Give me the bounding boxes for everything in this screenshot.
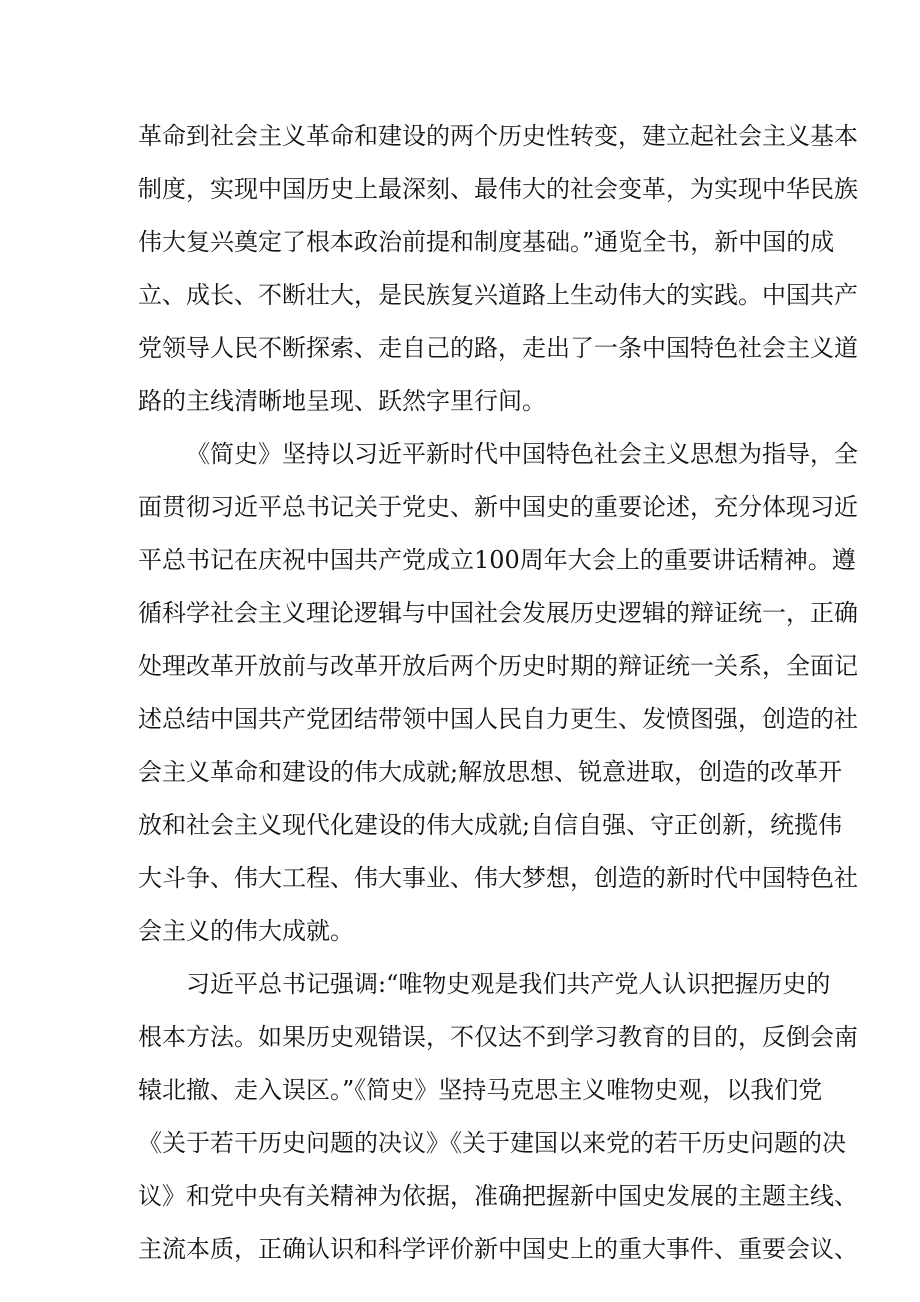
text-line: 伟大复兴奠定了根本政治前提和制度基础。”通览全书，新中国的成 bbox=[138, 228, 835, 256]
text-line: 辕北撤、走入误区。”《简史》坚持马克思主义唯物史观，以我们党 bbox=[138, 1076, 823, 1104]
text-line: 会主义的伟大成就。 bbox=[138, 917, 354, 945]
text-line: 立、成长、不断壮大，是民族复兴道路上生动伟大的实践。中国共产 bbox=[138, 281, 858, 309]
text-line: 习近平总书记强调:“唯物史观是我们共产党人认识把握历史的 bbox=[186, 970, 831, 998]
text-line: 循科学社会主义理论逻辑与中国社会发展历史逻辑的辩证统一，正确 bbox=[138, 599, 858, 627]
text-line: 处理改革开放前与改革开放后两个历史时期的辩证统一关系，全面记 bbox=[138, 652, 858, 680]
text-line: 放和社会主义现代化建设的伟大成就;自信自强、守正创新，统揽伟 bbox=[138, 811, 843, 839]
text-line: 《简史》坚持以习近平新时代中国特色社会主义思想为指导，全 bbox=[186, 440, 858, 468]
text-line: 制度，实现中国历史上最深刻、最伟大的社会变革，为实现中华民族 bbox=[138, 175, 858, 203]
text-line: 根本方法。如果历史观错误，不仅达不到学习教育的目的，反倒会南 bbox=[138, 1023, 858, 1051]
text-line: 革命到社会主义革命和建设的两个历史性转变，建立起社会主义基本 bbox=[138, 122, 858, 150]
text-line: 路的主线清晰地呈现、跃然字里行间。 bbox=[138, 387, 546, 415]
text-line: 平总书记在庆祝中国共产党成立100周年大会上的重要讲话精神。遵 bbox=[138, 546, 856, 574]
text-line: 面贯彻习近平总书记关于党史、新中国史的重要论述，充分体现习近 bbox=[138, 493, 858, 521]
text-line: 述总结中国共产党团结带领中国人民自力更生、发愤图强，创造的社 bbox=[138, 705, 858, 733]
text-line: 议》和党中央有关精神为依据，准确把握新中国史发展的主题主线、 bbox=[138, 1182, 858, 1210]
text-line: 大斗争、伟大工程、伟大事业、伟大梦想，创造的新时代中国特色社 bbox=[138, 864, 858, 892]
text-line: 《关于若干历史问题的决议》《关于建国以来党的若干历史问题的决 bbox=[138, 1129, 846, 1157]
text-line: 党领导人民不断探索、走自己的路，走出了一条中国特色社会主义道 bbox=[138, 334, 858, 362]
text-line: 会主义革命和建设的伟大成就;解放思想、锐意进取，创造的改革开 bbox=[138, 758, 843, 786]
text-line: 主流本质，正确认识和科学评价新中国史上的重大事件、重要会议、 bbox=[138, 1235, 858, 1263]
